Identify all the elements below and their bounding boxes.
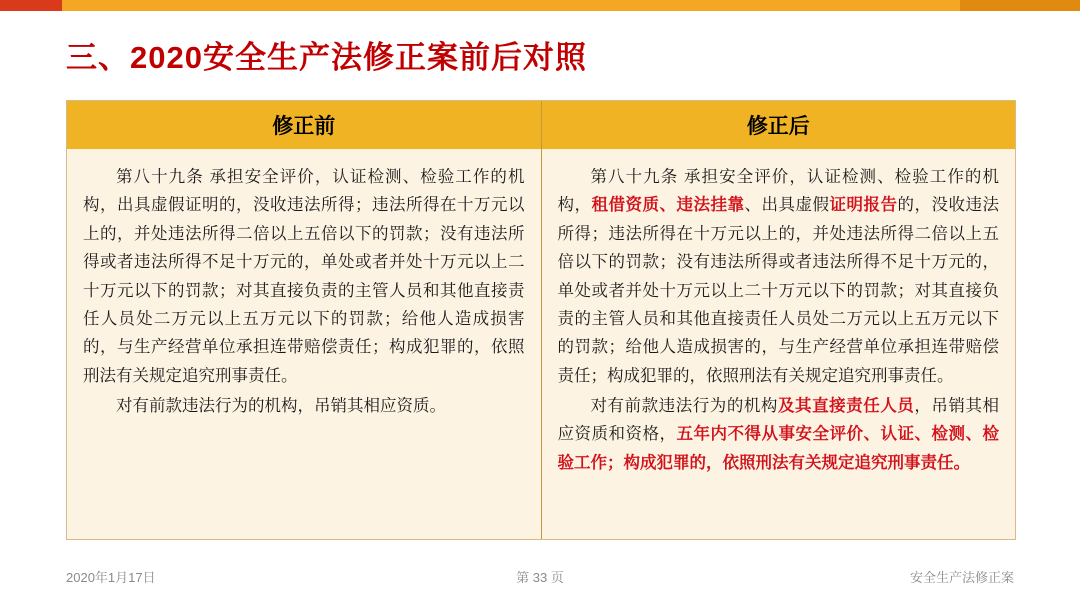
after-paragraph-2 [558, 392, 1000, 477]
before-paragraph-1: 第八十九条 承担安全评价，认证检测、检验工作的机构，出具虚假证明的，没收违法所得；违法所得在十万元以上的，并处违法所得二倍以上五倍以下的罚款；没有违法所得或者违法所得不足十万元的，单处或者并处十万元以上二十万元以下的罚款；对其直接负责的主管人员和其他直接责任人员处二万元以上五万元以下的罚款；给他人造成损害的，与生产经营单位承担连带赔偿责任；构成犯罪的，依照刑法有关规定追究刑事责任。 [83, 168, 525, 385]
footer-label: 安全生产法修正案 [909, 570, 1014, 585]
page-title: 三、2020安全生产法修正案前后对照 [66, 40, 587, 75]
comparison-table [66, 100, 1016, 540]
after-p2-seg2-highlight: 及其直接责任人员 [777, 397, 915, 415]
top-accent-bar [0, 0, 1080, 11]
footer-page-number: 第 33 页 [516, 570, 564, 585]
after-p1-seg2-highlight: 租借资质、违法挂靠 [591, 196, 745, 215]
after-p1-seg1: 第八十九条 承担安全评价，认证检测、检验工作的机构， [557, 168, 999, 215]
after-paragraph-1 [558, 163, 1000, 390]
top-accent-bar-red-segment [0, 0, 62, 11]
column-header-before: 修正前 [67, 101, 542, 149]
top-accent-bar-dark-segment [960, 0, 1080, 11]
after-p1-seg3: 、出具虚假 [744, 196, 830, 215]
cell-before-amendment [67, 149, 542, 539]
after-p1-seg4-highlight: 证明报告 [829, 196, 898, 215]
table-header-row [67, 101, 1015, 149]
after-p2-seg1: 对有前款违法行为的机构 [590, 397, 778, 415]
before-paragraph-2: 对有前款违法行为的机构，吊销其相应资质。 [116, 397, 446, 415]
after-p2-seg3: ，吊销其相应资质和资格， [557, 397, 1000, 444]
cell-after-amendment [542, 149, 1016, 539]
table-body-row [67, 149, 1015, 539]
column-header-after: 修正后 [542, 101, 1016, 149]
after-p2-seg4-highlight: 五年内不得从事安全评价、认证、检测、检验工作；构成犯罪的，依照刑法有关规定追究刑事责任。 [557, 425, 999, 472]
footer-date: 2020年1月17日 [66, 570, 156, 585]
after-p1-seg5: 的，没收违法所得；违法所得在十万元以上的，并处违法所得二倍以上五倍以下的罚款；没有违法所得或者违法所得不足十万元的，单处或者并处十万元以上二十万元以下的罚款；对其直接负责的主管人员和其他直接责任人员处二万元以上五万元以下的罚款；给他人造成损害的，与生产经营单位承担连带赔偿责任；构成犯罪的，依照刑法有关规定追究刑事责任。 [557, 196, 999, 385]
